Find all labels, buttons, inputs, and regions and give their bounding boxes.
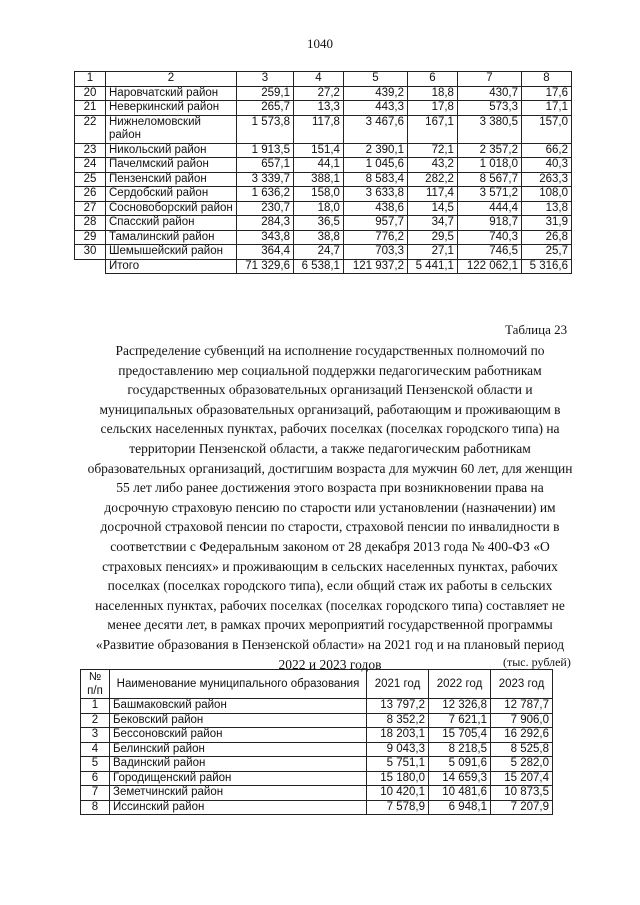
table-row — [75, 245, 572, 260]
table-row — [81, 771, 553, 786]
table-row — [81, 742, 553, 757]
row-number: 3 — [81, 728, 110, 743]
value-cell: 8 352,2 — [367, 713, 429, 728]
table-row — [75, 86, 572, 101]
municipality-name: Белинский район — [110, 742, 367, 757]
row-number: 7 — [81, 786, 110, 801]
value-cell: 284,3 — [237, 216, 294, 231]
value-cell: 27,1 — [408, 245, 458, 260]
value-cell: 44,1 — [294, 158, 344, 173]
district-name: Никольский район — [106, 143, 237, 158]
value-cell: 263,3 — [522, 172, 572, 187]
district-name: Пачелмский район — [106, 158, 237, 173]
column-number: 8 — [522, 72, 572, 87]
value-cell: 40,3 — [522, 158, 572, 173]
value-cell: 957,7 — [343, 216, 407, 231]
row-number: 29 — [75, 230, 106, 245]
row-number: 26 — [75, 187, 106, 202]
municipality-name: Иссинский район — [110, 800, 367, 815]
value-cell: 167,1 — [408, 115, 458, 143]
value-cell: 3 633,8 — [343, 187, 407, 202]
table-row — [75, 143, 572, 158]
value-cell: 31,9 — [522, 216, 572, 231]
header-year-2022: 2022 год — [429, 670, 491, 699]
value-cell: 1 573,8 — [237, 115, 294, 143]
table-row — [75, 115, 572, 143]
value-cell: 703,3 — [343, 245, 407, 260]
total-value: 71 329,6 — [237, 259, 294, 274]
row-number: 28 — [75, 216, 106, 231]
value-cell: 117,4 — [408, 187, 458, 202]
value-cell: 10 481,6 — [429, 786, 491, 801]
total-value: 5 316,6 — [522, 259, 572, 274]
table-row — [81, 713, 553, 728]
table-title: Распределение субвенций на исполнение государственных полномочий по предоставлению мер социальной поддержки педагогическим работникам государственных образовательных организаций Пензенской области и муниципальных образовательных организаций, работающим и проживающим в сельских населенных пунктах, рабочих поселках (поселках городского типа) на территории Пензенской области, а также педагогическим работникам образовательных организаций, достигшим возраста для мужчин 60 лет, для женщин 55 лет либо ранее достижения этого возраста при возникновении права на досрочную страховую пенсию по старости или установлении (назначении) им досрочной страховой пенсии по старости, страховой пенсии по инвалидности в соответствии с Федеральным законом от 28 декабря 2013 года № 400-ФЗ «О страховых пенсиях» и проживающим в сельских населенных пунктах, рабочих поселках (поселках городского типа), если общий стаж их работы в сельских населенных пунктах, рабочих поселках (поселках городского типа) составляет не менее десяти лет, в рамках прочих мероприятий государственной программы «Развитие образования в Пензенской области» на 2021 год и на плановый период 2022 и 2023 годов — [87, 343, 573, 672]
value-cell: 1 045,6 — [343, 158, 407, 173]
value-cell: 13,8 — [522, 201, 572, 216]
value-cell: 430,7 — [457, 86, 521, 101]
value-cell: 1 913,5 — [237, 143, 294, 158]
row-number: 4 — [81, 742, 110, 757]
value-cell: 12 326,8 — [429, 699, 491, 714]
value-cell: 2 390,1 — [343, 143, 407, 158]
table-row — [75, 172, 572, 187]
value-cell: 151,4 — [294, 143, 344, 158]
value-cell: 1 636,2 — [237, 187, 294, 202]
row-number: 22 — [75, 115, 106, 143]
column-number: 6 — [408, 72, 458, 87]
value-cell: 38,8 — [294, 230, 344, 245]
value-cell: 15 207,4 — [491, 771, 553, 786]
value-cell: 117,8 — [294, 115, 344, 143]
column-number: 5 — [343, 72, 407, 87]
value-cell: 8 583,4 — [343, 172, 407, 187]
district-name: Неверкинский район — [106, 101, 237, 116]
row-number: 21 — [75, 101, 106, 116]
municipality-name: Бековский район — [110, 713, 367, 728]
header-year-2021: 2021 год — [367, 670, 429, 699]
value-cell: 746,5 — [457, 245, 521, 260]
value-cell: 3 467,6 — [343, 115, 407, 143]
value-cell: 18,8 — [408, 86, 458, 101]
value-cell: 444,4 — [457, 201, 521, 216]
value-cell: 6 948,1 — [429, 800, 491, 815]
value-cell: 17,1 — [522, 101, 572, 116]
value-cell: 26,8 — [522, 230, 572, 245]
value-cell: 36,5 — [294, 216, 344, 231]
district-name: Шемышейский район — [106, 245, 237, 260]
value-cell: 43,2 — [408, 158, 458, 173]
value-cell: 7 621,1 — [429, 713, 491, 728]
value-cell: 8 525,8 — [491, 742, 553, 757]
table-row — [81, 728, 553, 743]
value-cell: 3 571,2 — [457, 187, 521, 202]
row-number: 2 — [81, 713, 110, 728]
value-cell: 439,2 — [343, 86, 407, 101]
row-number: 24 — [75, 158, 106, 173]
value-cell: 10 873,5 — [491, 786, 553, 801]
column-number: 7 — [457, 72, 521, 87]
municipality-name: Вадинский район — [110, 757, 367, 772]
value-cell: 14,5 — [408, 201, 458, 216]
empty-cell — [75, 259, 106, 274]
table-label: Таблица 23 — [505, 322, 568, 337]
table-row — [75, 187, 572, 202]
district-name: Спасский район — [106, 216, 237, 231]
value-cell: 5 091,6 — [429, 757, 491, 772]
value-cell: 7 207,9 — [491, 800, 553, 815]
column-number: 3 — [237, 72, 294, 87]
table-row — [75, 101, 572, 116]
row-number: 8 — [81, 800, 110, 815]
total-label: Итого — [106, 259, 237, 274]
value-cell: 9 043,3 — [367, 742, 429, 757]
value-cell: 776,2 — [343, 230, 407, 245]
value-cell: 657,1 — [237, 158, 294, 173]
total-value: 122 062,1 — [457, 259, 521, 274]
value-cell: 343,8 — [237, 230, 294, 245]
value-cell: 259,1 — [237, 86, 294, 101]
total-value: 5 441,1 — [408, 259, 458, 274]
value-cell: 25,7 — [522, 245, 572, 260]
row-number: 27 — [75, 201, 106, 216]
value-cell: 18 203,1 — [367, 728, 429, 743]
table-row — [75, 201, 572, 216]
value-cell: 8 218,5 — [429, 742, 491, 757]
column-number: 4 — [294, 72, 344, 87]
total-value: 121 937,2 — [343, 259, 407, 274]
row-number: 23 — [75, 143, 106, 158]
value-cell: 2 357,2 — [457, 143, 521, 158]
value-cell: 12 787,7 — [491, 699, 553, 714]
value-cell: 918,7 — [457, 216, 521, 231]
value-cell: 3 339,7 — [237, 172, 294, 187]
district-name: Наровчатский район — [106, 86, 237, 101]
column-number: 2 — [106, 72, 237, 87]
value-cell: 17,8 — [408, 101, 458, 116]
total-value: 6 538,1 — [294, 259, 344, 274]
row-number: 5 — [81, 757, 110, 772]
value-cell: 5 282,0 — [491, 757, 553, 772]
value-cell: 443,3 — [343, 101, 407, 116]
value-cell: 5 751,1 — [367, 757, 429, 772]
value-cell: 18,0 — [294, 201, 344, 216]
value-cell: 573,3 — [457, 101, 521, 116]
value-cell: 15 180,0 — [367, 771, 429, 786]
value-cell: 438,6 — [343, 201, 407, 216]
row-number: 25 — [75, 172, 106, 187]
header-year-2023: 2023 год — [491, 670, 553, 699]
value-cell: 66,2 — [522, 143, 572, 158]
value-cell: 16 292,6 — [491, 728, 553, 743]
header-row — [81, 670, 553, 699]
table-row — [75, 216, 572, 231]
value-cell: 740,3 — [457, 230, 521, 245]
value-cell: 15 705,4 — [429, 728, 491, 743]
value-cell: 230,7 — [237, 201, 294, 216]
regional-table — [74, 71, 572, 274]
column-number-row — [75, 72, 572, 87]
row-number: 20 — [75, 86, 106, 101]
value-cell: 7 578,9 — [367, 800, 429, 815]
value-cell: 17,6 — [522, 86, 572, 101]
value-cell: 27,2 — [294, 86, 344, 101]
district-name: Тамалинский район — [106, 230, 237, 245]
municipality-name: Башмаковский район — [110, 699, 367, 714]
row-number: 6 — [81, 771, 110, 786]
district-name: Пензенский район — [106, 172, 237, 187]
column-number: 1 — [75, 72, 106, 87]
value-cell: 29,5 — [408, 230, 458, 245]
value-cell: 13 797,2 — [367, 699, 429, 714]
value-cell: 364,4 — [237, 245, 294, 260]
value-cell: 14 659,3 — [429, 771, 491, 786]
value-cell: 265,7 — [237, 101, 294, 116]
value-cell: 108,0 — [522, 187, 572, 202]
row-number: 30 — [75, 245, 106, 260]
value-cell: 1 018,0 — [457, 158, 521, 173]
municipality-name: Городищенский район — [110, 771, 367, 786]
district-name: Сосновоборский район — [106, 201, 237, 216]
header-name: Наименование муниципального образования — [110, 670, 367, 699]
value-cell: 157,0 — [522, 115, 572, 143]
value-cell: 7 906,0 — [491, 713, 553, 728]
value-cell: 72,1 — [408, 143, 458, 158]
header-number: № п/п — [81, 670, 110, 699]
total-row — [75, 259, 572, 274]
value-cell: 10 420,1 — [367, 786, 429, 801]
subvention-table — [80, 669, 553, 815]
table-row — [81, 699, 553, 714]
district-name: Нижнеломовский район — [106, 115, 237, 143]
page-number: 1040 — [307, 36, 333, 51]
table-row — [81, 786, 553, 801]
table-row — [81, 757, 553, 772]
municipality-name: Земетчинский район — [110, 786, 367, 801]
unit-label: (тыс. рублей) — [503, 655, 571, 669]
municipality-name: Бессоновский район — [110, 728, 367, 743]
value-cell: 388,1 — [294, 172, 344, 187]
value-cell: 13,3 — [294, 101, 344, 116]
value-cell: 34,7 — [408, 216, 458, 231]
value-cell: 24,7 — [294, 245, 344, 260]
value-cell: 3 380,5 — [457, 115, 521, 143]
table-row — [75, 158, 572, 173]
district-name: Сердобский район — [106, 187, 237, 202]
value-cell: 282,2 — [408, 172, 458, 187]
value-cell: 158,0 — [294, 187, 344, 202]
value-cell: 8 567,7 — [457, 172, 521, 187]
table-row — [75, 230, 572, 245]
table-row — [81, 800, 553, 815]
row-number: 1 — [81, 699, 110, 714]
